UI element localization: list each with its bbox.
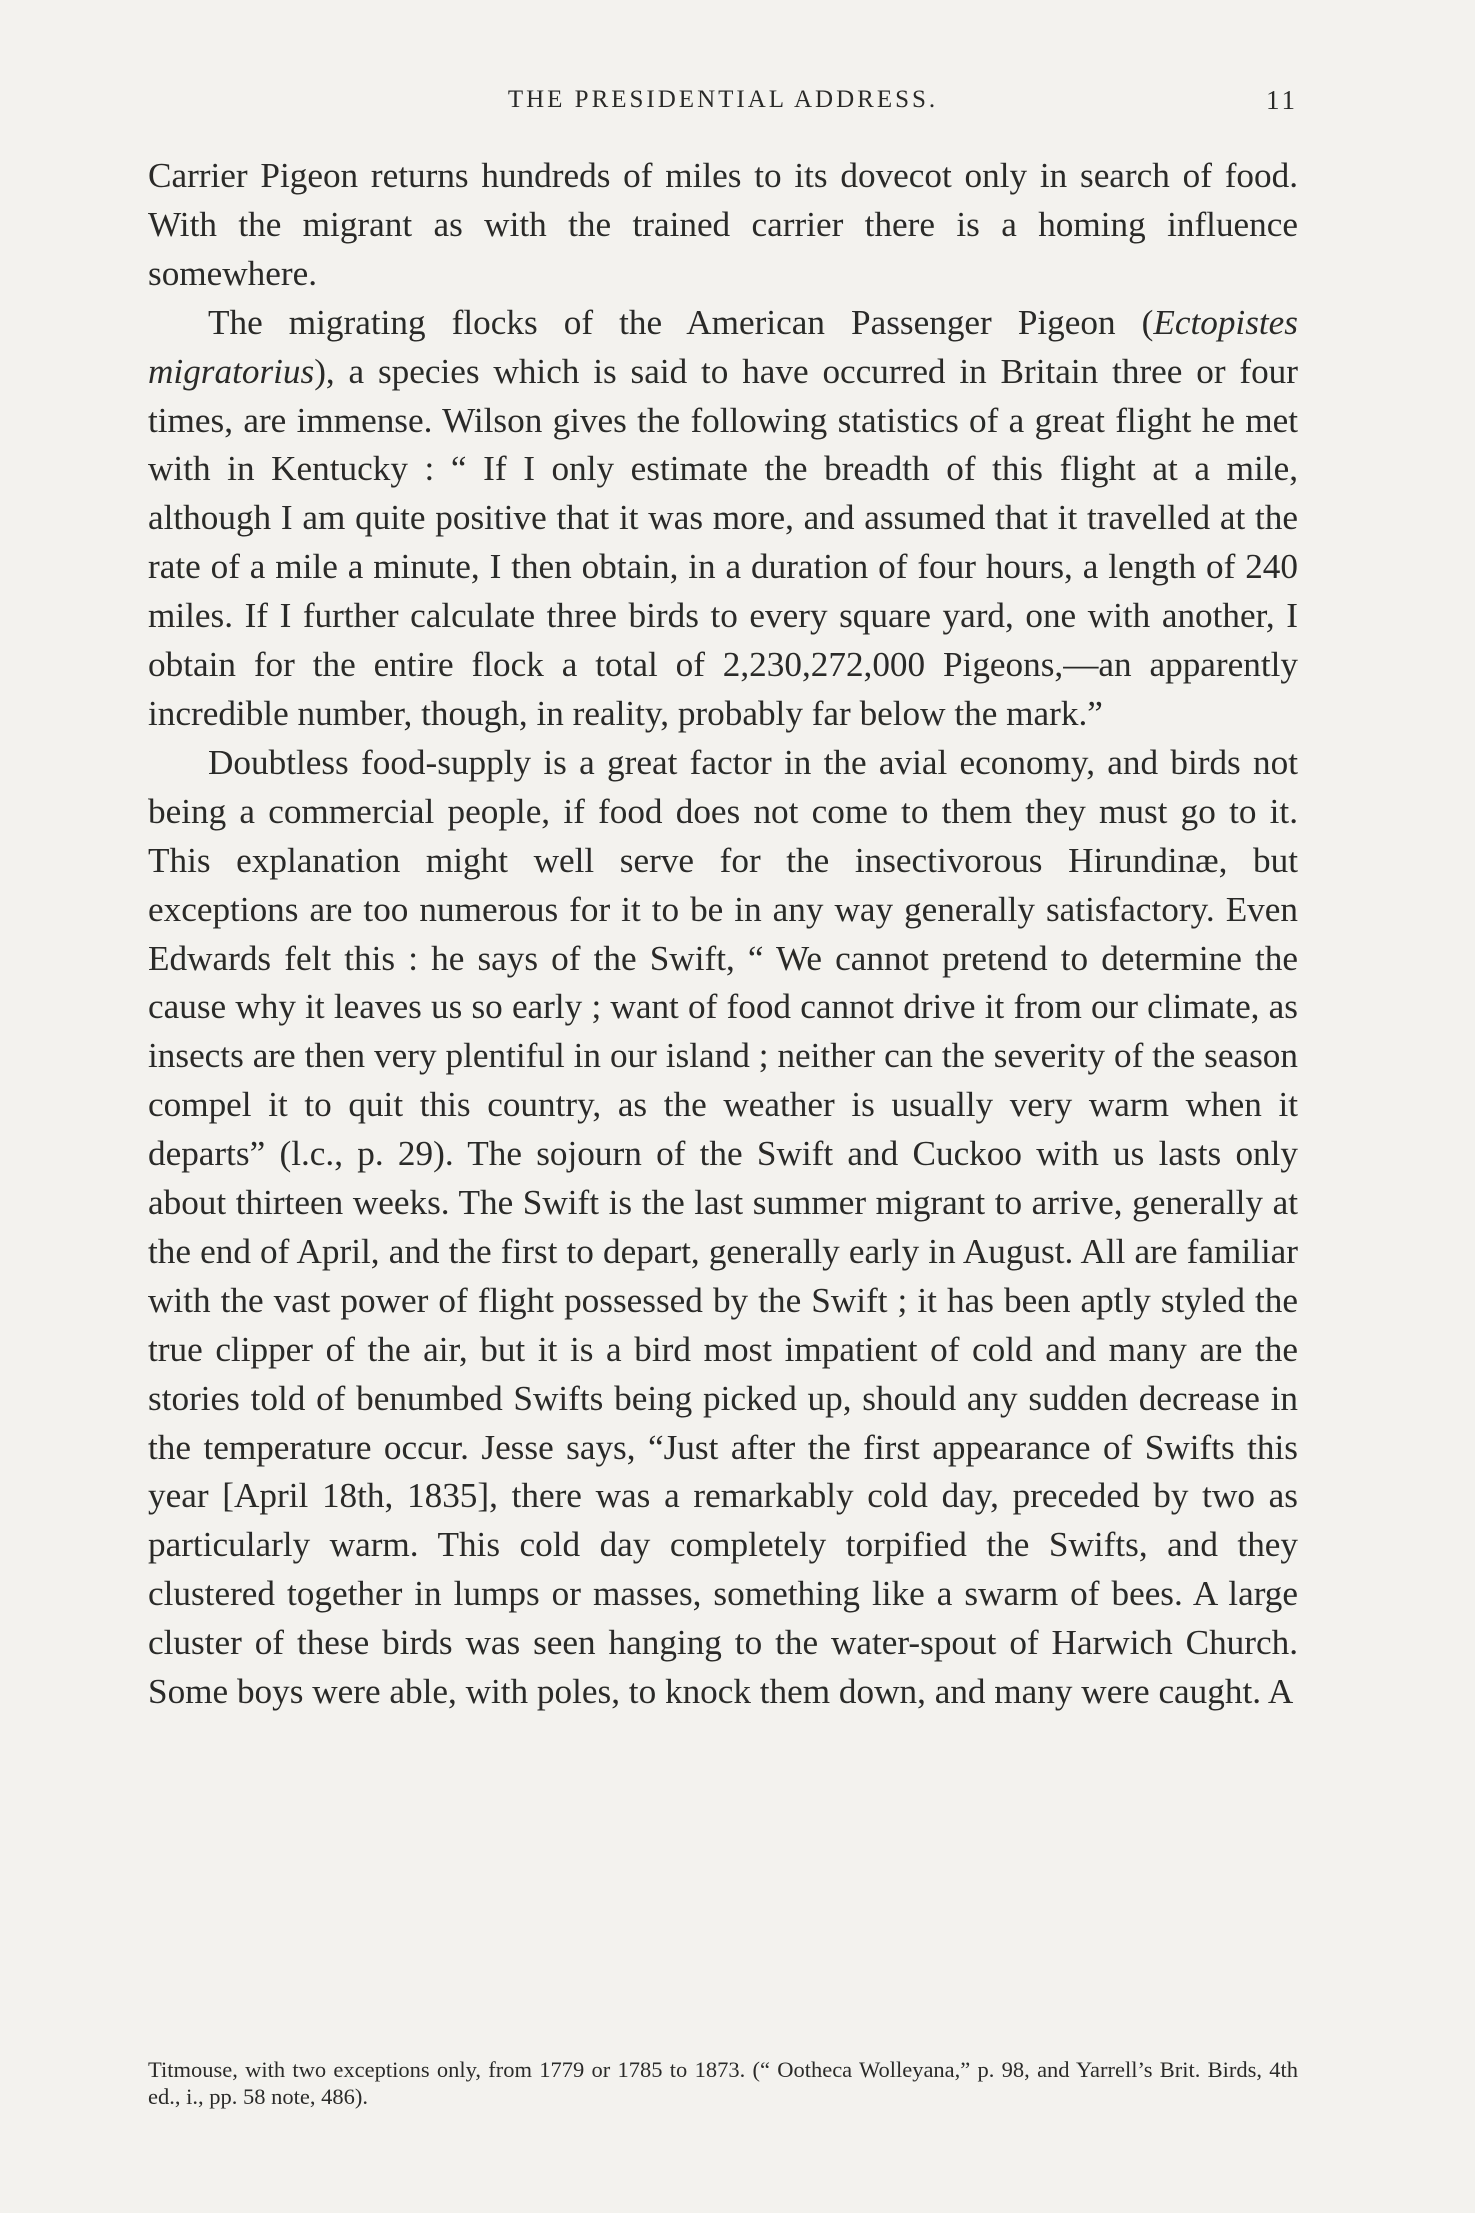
paragraph-3: Doubtless food-supply is a great factor in the avial economy, and birds not being a commercial people, if food does not come to them they must go to it. This explanation might well serve for the insectivorous Hirundinæ, but exceptions are too numerous for it to be in any way generally satisfactory. Even Edwards felt this : he says of the Swift, “ We cannot pretend to determine the cause why it leaves us so early ; want of food cannot drive it from our climate, as insects are then very plentiful in our island ; neither can the severity of the season compel it to quit this country, as the weather is usually very warm when it departs” (l.c., p. 29). The sojourn of the Swift and Cuckoo with us lasts only about thirteen weeks. The Swift is the last summer migrant to arrive, generally at the end of April, and the first to depart, generally early in August. All are familiar with the vast power of flight possessed by the Swift ; it has been aptly styled the true clipper of the air, but it is a bird most impatient of cold and many are the stories told of benumbed Swifts being picked up, should any sudden decrease in the temperature occur. Jesse says, “Just after the first appearance of Swifts this year [April 18th, 1835], there was a remarkably cold day, preceded by two as particularly warm. This cold day completely torpified the Swifts, and they clustered together in lumps or masses, something like a swarm of bees. A large cluster of these birds was seen hanging to the water-spout of Harwich Church. Some boys were able, with poles, to knock them down, and many were caught. A [148, 742, 1298, 1712]
footnote [148, 2056, 1298, 2110]
paragraph-2-text-before: The migrating flocks of the American Passenger Pigeon ( [208, 302, 1154, 342]
body-text [148, 152, 1298, 1717]
paragraph-2-text-after: ), a species which is said to have occurred in Britain three or four times, are immense. Wilson gives the following statistics of a great flight he met with in Kentucky : “ If I only estimate the breadth of this flight at a mile, although I am quite positive that it was more, and assumed that it travelled at the rate of a mile a minute, I then obtain, in a duration of four hours, a length of 240 miles. If I further calculate three birds to every square yard, one with another, I obtain for the entire flock a total of 2,230,272,000 Pigeons,—an apparently incredible number, though, in reality, probably far below the mark.” [148, 351, 1298, 733]
footnote-text: Titmouse, with two exceptions only, from 1779 or 1785 to 1873. (“ Ootheca Wolleyana,” p. 98, and Yarrell’s Brit. Birds, 4th ed., i., pp. 58 note, 486). [148, 2057, 1298, 2109]
running-title: THE PRESIDENTIAL ADDRESS. [507, 86, 939, 113]
species-name: Ectopistes migratorius [148, 302, 1298, 391]
paragraph-1: Carrier Pigeon returns hundreds of miles to its dovecot only in search of food. With the migrant as with the trained carrier there is a homing influence somewhere. [148, 156, 1298, 293]
paragraph-2 [148, 299, 1298, 739]
running-head [148, 80, 1298, 120]
page-number: 11 [1266, 85, 1298, 115]
